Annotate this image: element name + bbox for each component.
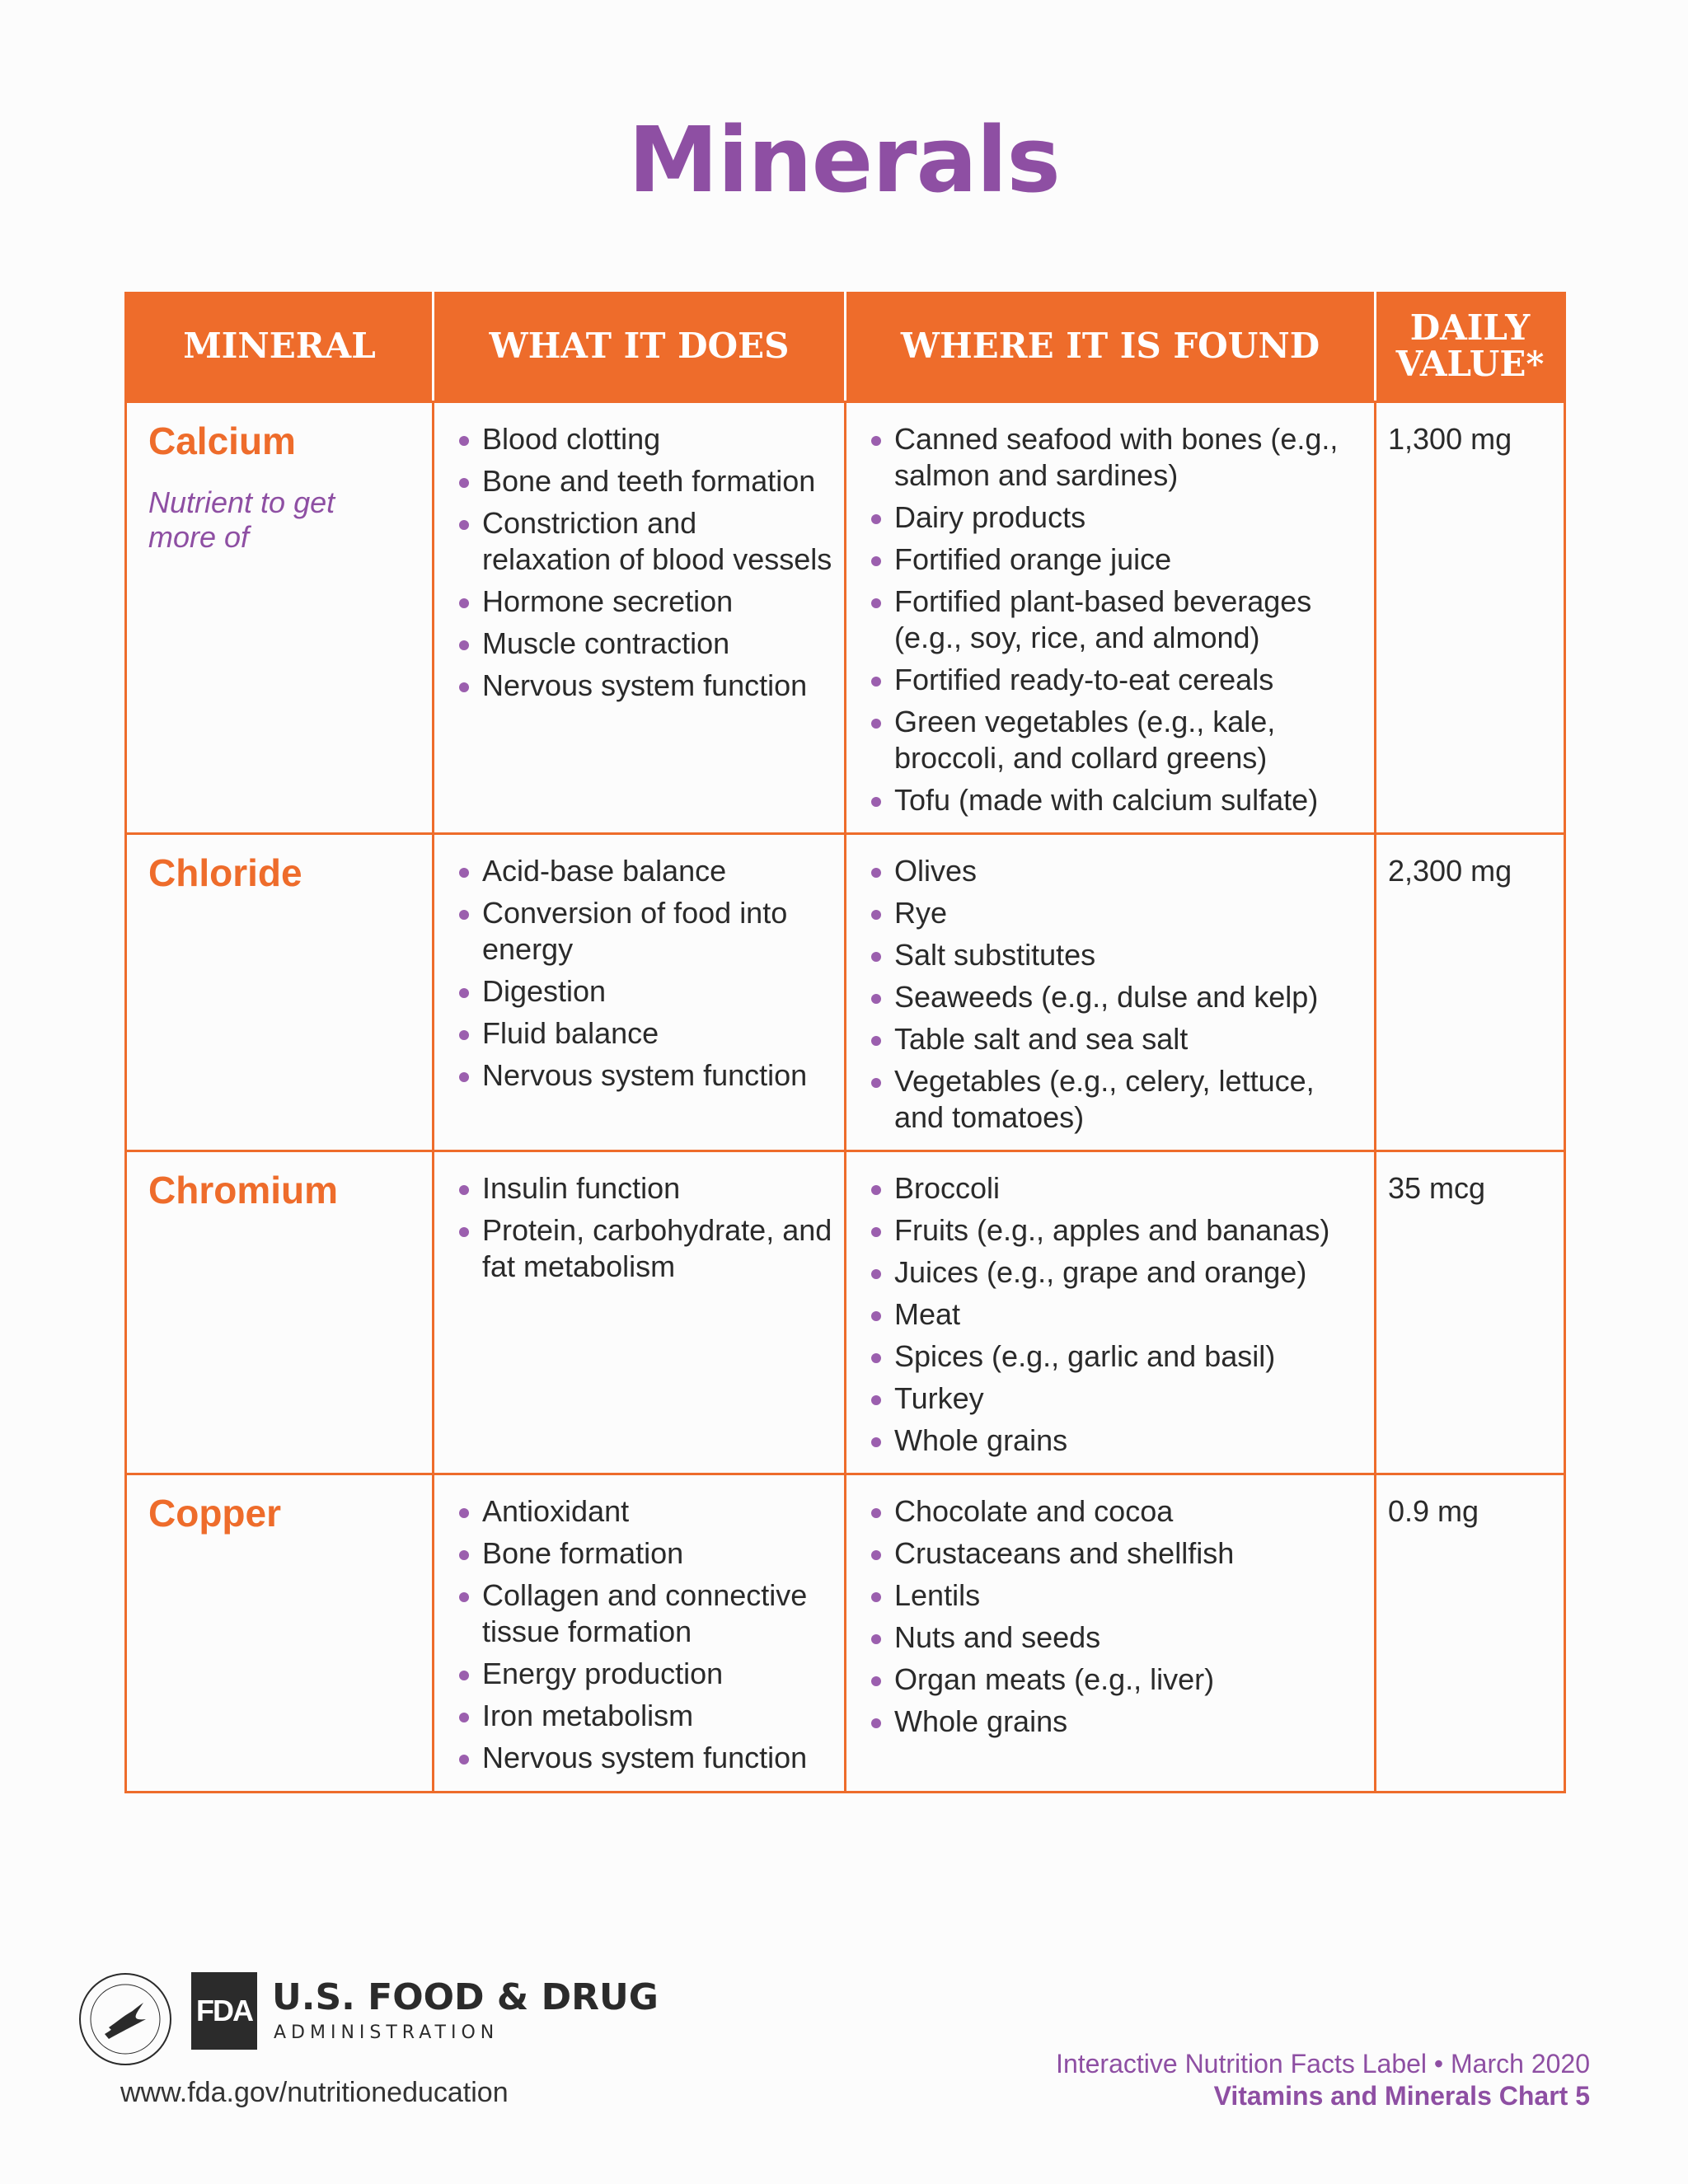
cell-daily-value: 1,300 mg <box>1376 402 1565 834</box>
table-row <box>126 1151 1565 1474</box>
bullet-list <box>858 1493 1362 1740</box>
table-row <box>126 834 1565 1151</box>
cell-mineral <box>126 402 434 834</box>
list-item: Broccoli <box>870 1170 1362 1207</box>
list-item: Protein, carbohydrate, and fat metabolism <box>457 1212 832 1285</box>
footer-url-link[interactable]: www.fda.gov/nutritioneducation <box>120 2077 509 2108</box>
bullet-list <box>858 421 1362 818</box>
list-item: Antioxidant <box>457 1493 832 1530</box>
bullet-list <box>858 1170 1362 1459</box>
column-header-what-it-does: WHAT IT DOES <box>434 292 846 402</box>
list-item: Olives <box>870 853 1362 889</box>
list-item: Energy production <box>457 1656 832 1692</box>
list-item: Vegetables (e.g., celery, lettuce, and tomatoes) <box>870 1063 1362 1136</box>
list-item: Insulin function <box>457 1170 832 1207</box>
list-item: Green vegetables (e.g., kale, broccoli, and collard greens) <box>870 704 1362 776</box>
cell-daily-value: 2,300 mg <box>1376 834 1565 1151</box>
nutrient-note: Nutrient to get more of <box>148 485 335 554</box>
cell-what-it-does <box>434 1474 846 1793</box>
list-item: Conversion of food into energy <box>457 895 832 968</box>
list-item: Meat <box>870 1296 1362 1333</box>
list-item: Whole grains <box>870 1704 1362 1740</box>
list-item: Lentils <box>870 1577 1362 1614</box>
fda-org-name: U.S. FOOD & DRUG <box>272 1976 659 2018</box>
list-item: Canned seafood with bones (e.g., salmon and sardines) <box>870 421 1362 494</box>
footer-credit <box>1056 2047 1590 2111</box>
cell-mineral <box>126 1474 434 1793</box>
column-header-mineral: MINERAL <box>126 292 434 402</box>
list-item: Table salt and sea salt <box>870 1021 1362 1057</box>
mineral-name: Copper <box>148 1492 281 1535</box>
list-item: Chocolate and cocoa <box>870 1493 1362 1530</box>
cell-what-it-does <box>434 834 846 1151</box>
list-item: Organ meats (e.g., liver) <box>870 1661 1362 1698</box>
list-item: Nervous system function <box>457 1740 832 1776</box>
bullet-list <box>446 1493 832 1776</box>
cell-where-found <box>846 402 1376 834</box>
list-item: Muscle contraction <box>457 626 832 662</box>
mineral-name: Chromium <box>148 1169 338 1212</box>
cell-mineral <box>126 834 434 1151</box>
list-item: Nervous system function <box>457 668 832 704</box>
mineral-name: Calcium <box>148 419 296 462</box>
list-item: Bone and teeth formation <box>457 463 832 499</box>
list-item: Juices (e.g., grape and orange) <box>870 1254 1362 1291</box>
list-item: Fortified orange juice <box>870 541 1362 578</box>
minerals-table <box>124 292 1566 1793</box>
cell-what-it-does <box>434 1151 846 1474</box>
cell-daily-value: 35 mcg <box>1376 1151 1565 1474</box>
cell-where-found <box>846 1474 1376 1793</box>
list-item: Crustaceans and shellfish <box>870 1535 1362 1572</box>
cell-daily-value: 0.9 mg <box>1376 1474 1565 1793</box>
fda-logo: FDA <box>191 1972 257 2050</box>
list-item: Hormone secretion <box>457 583 832 620</box>
list-item: Rye <box>870 895 1362 931</box>
list-item: Salt substitutes <box>870 937 1362 973</box>
hhs-seal-icon <box>76 1970 175 2069</box>
list-item: Fluid balance <box>457 1015 832 1052</box>
cell-mineral <box>126 1151 434 1474</box>
footer-credit-line2: Vitamins and Minerals Chart 5 <box>1213 2081 1590 2111</box>
bullet-list <box>446 853 832 1094</box>
list-item: Constriction and relaxation of blood vessels <box>457 505 832 578</box>
cell-where-found <box>846 1151 1376 1474</box>
list-item: Acid-base balance <box>457 853 832 889</box>
table-row <box>126 402 1565 834</box>
bullet-list <box>446 421 832 704</box>
list-item: Fortified ready-to-eat cereals <box>870 662 1362 698</box>
page-title: Minerals <box>628 107 1060 213</box>
list-item: Dairy products <box>870 499 1362 536</box>
fda-org-sub: ADMINISTRATION <box>274 2022 499 2043</box>
bullet-list <box>446 1170 832 1285</box>
bullet-list <box>858 853 1362 1136</box>
column-header-where-found: WHERE IT IS FOUND <box>846 292 1376 402</box>
list-item: Seaweeds (e.g., dulse and kelp) <box>870 979 1362 1015</box>
list-item: Tofu (made with calcium sulfate) <box>870 782 1362 818</box>
cell-what-it-does <box>434 402 846 834</box>
table-row <box>126 1474 1565 1793</box>
list-item: Nervous system function <box>457 1057 832 1094</box>
table-header-row <box>126 292 1565 402</box>
list-item: Nuts and seeds <box>870 1619 1362 1656</box>
footer-credit-line1: Interactive Nutrition Facts Label • March 2020 <box>1056 2049 1590 2079</box>
list-item: Turkey <box>870 1380 1362 1417</box>
list-item: Iron metabolism <box>457 1698 832 1734</box>
list-item: Collagen and connective tissue formation <box>457 1577 832 1650</box>
list-item: Spices (e.g., garlic and basil) <box>870 1338 1362 1375</box>
list-item: Whole grains <box>870 1422 1362 1459</box>
list-item: Fruits (e.g., apples and bananas) <box>870 1212 1362 1249</box>
list-item: Fortified plant-based beverages (e.g., soy, rice, and almond) <box>870 583 1362 656</box>
list-item: Digestion <box>457 973 832 1010</box>
column-header-daily-value: DAILY VALUE* <box>1376 292 1565 402</box>
cell-where-found <box>846 834 1376 1151</box>
mineral-name: Chloride <box>148 851 302 894</box>
list-item: Bone formation <box>457 1535 832 1572</box>
list-item: Blood clotting <box>457 421 832 457</box>
